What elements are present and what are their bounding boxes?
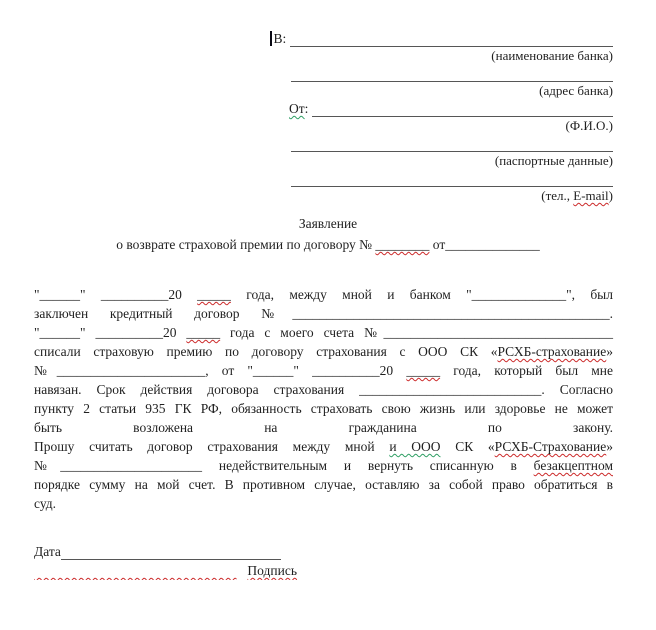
body-line [34, 475, 613, 494]
text-segment: "______" __________20 [34, 325, 187, 340]
date-fill-line[interactable] [61, 542, 281, 560]
body-line [34, 285, 613, 304]
body-line [34, 456, 613, 475]
statement-body[interactable] [34, 285, 613, 513]
text-segment: Подпись [247, 563, 297, 578]
bank-address-label [270, 82, 613, 100]
body-line [34, 399, 613, 418]
text-segment: E-mail [573, 188, 609, 203]
text-segment: навязан. Срок действия договора страхования ___________________________. Согласно [34, 382, 613, 397]
applicant-name-fill-line[interactable] [312, 99, 613, 117]
document-title [0, 213, 656, 255]
passport-fill-line[interactable] [291, 134, 613, 152]
text-segment: №_____________________ недействительным и вернуть списанную в [34, 458, 534, 473]
text-segment: (Ф.И.О.) [565, 118, 613, 133]
text-segment: _____ [406, 363, 441, 378]
bank-address-field[interactable] [270, 65, 613, 82]
contact-label [270, 187, 613, 205]
text-segment: №______________________, от "______" __________20 [34, 363, 407, 378]
text-segment: пункту 2 статьи 935 ГК РФ, обязанность страховать свою жизнь или здоровье не может [34, 401, 613, 416]
text-segment: Прошу считать договор страхования между мной [34, 439, 390, 454]
passport-label [270, 152, 613, 170]
text-segment: года, между мной и банком "______________", был [230, 287, 613, 302]
text-segment: и ООО [389, 439, 441, 454]
body-line [34, 323, 613, 342]
text-segment: списали страховую премию по договору страхования с ООО СК « [34, 344, 498, 359]
text-segment: _____ [197, 287, 231, 302]
bank-name-field[interactable] [270, 30, 613, 47]
applicant-name-field[interactable] [270, 100, 613, 117]
body-line [34, 361, 613, 380]
title-line-2 [0, 234, 656, 255]
bank-address-fill-line[interactable] [291, 64, 613, 82]
text-segment: Заявление [298, 216, 358, 231]
text-segment: заключен кредитный договор №_______________________________________________. [34, 306, 613, 321]
text-segment: от [429, 237, 446, 252]
signature-field[interactable] [34, 562, 297, 580]
text-segment: ________ [375, 237, 430, 252]
applicant-name-prefix [289, 100, 312, 117]
text-segment: » [606, 344, 613, 359]
text-segment: (наименование банка) [491, 48, 613, 63]
text-segment: РСХБ-страхование [497, 344, 607, 359]
recipient-header-block [270, 30, 613, 205]
text-segment: _____ [186, 325, 221, 340]
signature-label [247, 562, 297, 580]
text-segment: года, который был мне [440, 363, 614, 378]
contact-field[interactable] [270, 170, 613, 187]
body-line [34, 380, 613, 399]
text-segment: Дата [34, 544, 61, 559]
text-segment: быть возложена на гражданина по закону. [34, 420, 613, 435]
signature-fill-line [34, 562, 247, 580]
text-segment: порядке сумму на мой счет. В противном случае, оставляю за собой право обратиться в [34, 477, 613, 492]
text-segment: В: [273, 31, 290, 46]
text-segment: (паспортные данные) [494, 153, 613, 168]
text-segment: о возврате страховой премии по договору № [116, 237, 376, 252]
date-field[interactable] [34, 543, 281, 560]
body-line [34, 418, 613, 437]
text-segment: СК « [440, 439, 495, 454]
body-line [34, 437, 613, 456]
text-segment [34, 563, 237, 578]
text-segment: РСХБ-Страхование [494, 439, 607, 454]
body-line [34, 304, 613, 323]
text-segment: (тел., [541, 188, 574, 203]
title-line-1 [0, 213, 656, 234]
contact-fill-line[interactable] [291, 169, 613, 187]
text-segment: От [289, 101, 305, 116]
text-segment: ______________ [445, 237, 540, 252]
text-segment: суд. [34, 496, 56, 511]
passport-field[interactable] [270, 135, 613, 152]
body-line [34, 494, 613, 513]
text-segment: безакцептном [533, 458, 613, 473]
text-segment: "______" __________20 [34, 287, 198, 302]
text-segment: » [606, 439, 613, 454]
document-page[interactable] [0, 30, 656, 630]
bank-name-label [270, 47, 613, 65]
text-segment: : [304, 101, 312, 116]
date-label [34, 543, 61, 560]
text-cursor [270, 31, 272, 46]
bank-name-fill-line[interactable] [290, 29, 613, 47]
text-segment: ) [608, 188, 613, 203]
text-segment: года с моего счета №__________________________________ [220, 325, 613, 340]
bank-name-prefix [274, 30, 290, 47]
body-line [34, 342, 613, 361]
signature-block [34, 543, 656, 580]
applicant-name-label [270, 117, 613, 135]
text-segment: (адрес банка) [539, 83, 613, 98]
